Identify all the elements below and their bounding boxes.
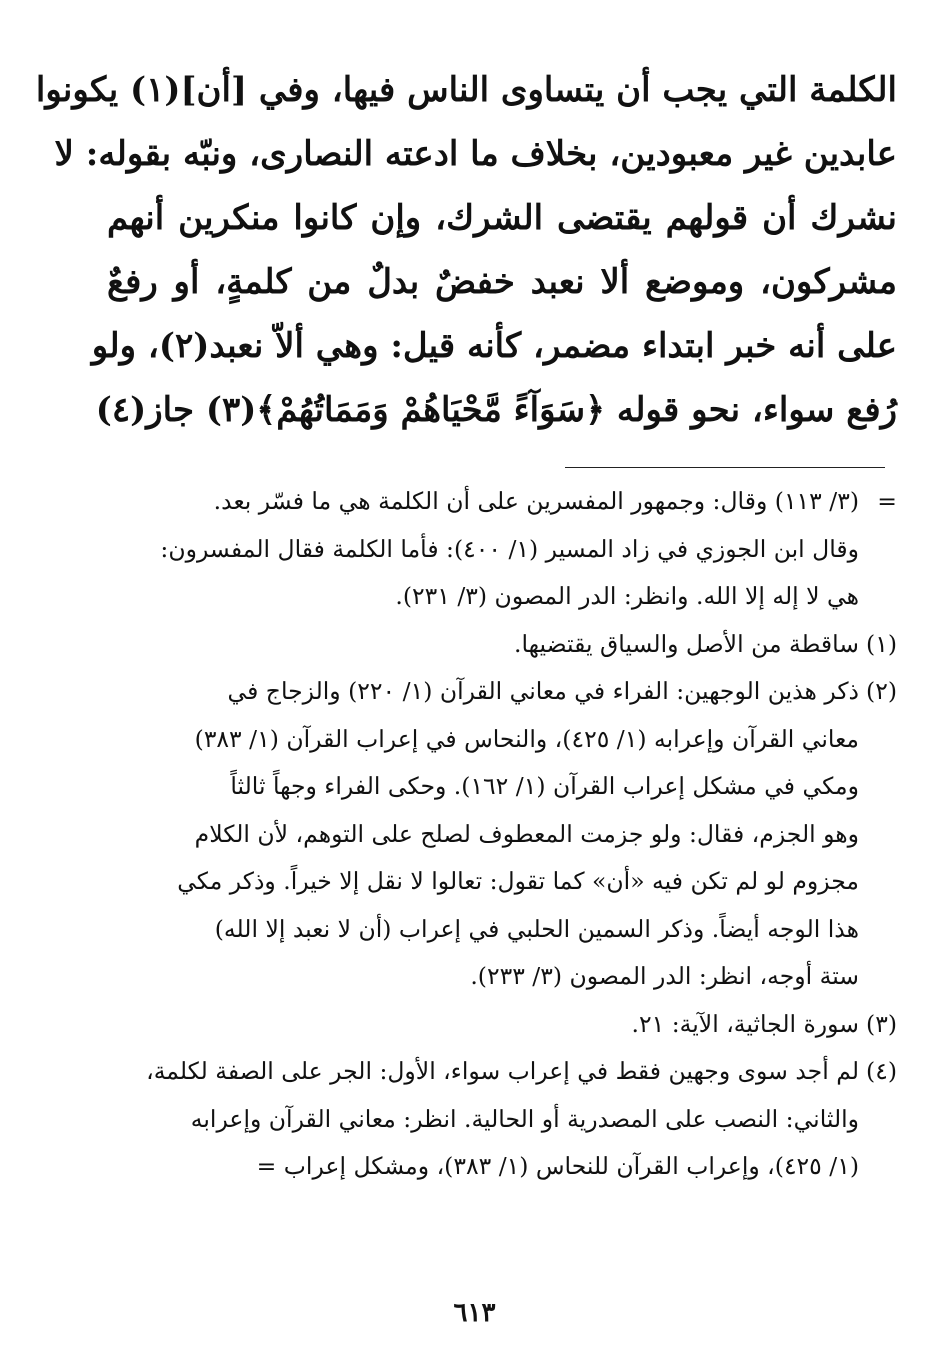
footnote-line: والثاني: النصب على المصدرية أو الحالية. انظر: معاني القرآن وإعرابه (190, 1104, 859, 1133)
main-text-line: على أنه خبر ابتداء مضمر، كأنه قيل: وهي ألاّ نعبد(٢)، ولو (91, 326, 897, 366)
footnote-2 (97, 668, 897, 1001)
main-text-line: مشركون، وموضع ألا نعبد خفضٌ بدلٌ من كلمةٍ، أو رفعٌ (107, 262, 897, 302)
footnote-marker: = (877, 487, 897, 515)
page-number: ٦١٣ (453, 1298, 496, 1328)
footnote-4 (97, 1048, 897, 1191)
footnote-3 (97, 1001, 897, 1049)
footnote-line: ستة أوجه، انظر: الدر المصون (٣/ ٢٣٣). (470, 962, 859, 990)
main-text-line: رُفع سواء، نحو قوله ﴿سَوَآءً مَّحْيَاهُمْ وَمَمَاتُهُمْ﴾(٣) جاز(٤) (95, 390, 897, 430)
footnote-line: (٣/ ١١٣) وقال: وجمهور المفسرين على أن الكلمة هي ما فسّر بعد. (213, 487, 859, 515)
footnote-line: هذا الوجه أيضاً. وذكر السمين الحلبي في إعراب (أن لا نعبد إلا الله) (214, 914, 859, 943)
footnote-marker: (١) (866, 629, 897, 658)
footnote-line: معاني القرآن وإعرابه (١/ ٤٢٥)، والنحاس في إعراب القرآن (١/ ٣٨٣) (194, 724, 859, 753)
main-text-line: نشرك أن قولهم يقتضى الشرك، وإن كانوا منكرين أنهم (107, 198, 897, 238)
footnote-line: (١/ ٤٢٥)، وإعراب القرآن للنحاس (١/ ٣٨٣)، ومشكل إعراب = (256, 1152, 859, 1180)
footnote-line: سورة الجاثية، الآية: ٢١. (631, 1009, 859, 1038)
footnote-line: ذكر هذين الوجهين: الفراء في معاني القرآن (١/ ٢٢٠) والزجاج في (227, 677, 859, 705)
footnotes-block (97, 478, 897, 1191)
footnote-marker: (٢) (866, 677, 897, 705)
footnote-line: ومكي في مشكل إعراب القرآن (١/ ١٦٢). وحكى الفراء وجهاً ثالثاً (230, 772, 859, 800)
footnote-line: مجزوم لو لم تكن فيه «أن» كما تقول: تعالوا لا نقل إلا خيراً. وذكر مكي (177, 867, 859, 895)
footnote-line: لم أجد سوى وجهين فقط في إعراب سواء، الأول: الجر على الصفة لكلمة، (146, 1057, 859, 1085)
footnote-1 (97, 621, 897, 669)
footnote-line: هي لا إله إلا الله. وانظر: الدر المصون (٣/ ٢٣١). (395, 582, 859, 610)
footnote-continuation (97, 478, 897, 621)
main-text-block (35, 58, 897, 442)
footnote-line: وقال ابن الجوزي في زاد المسير (١/ ٤٠٠): فأما الكلمة فقال المفسرون: (160, 534, 859, 563)
footnote-marker: (٤) (866, 1057, 897, 1085)
footnote-line: ساقطة من الأصل والسياق يقتضيها. (514, 629, 859, 658)
footnote-marker: (٣) (866, 1009, 897, 1038)
footnote-line: وهو الجزم، فقال: ولو جزمت المعطوف لصلح على التوهم، لأن الكلام (194, 819, 859, 848)
main-text-line: الكلمة التي يجب أن يتساوى الناس فيها، وفي [أن](١) يكونوا (35, 70, 897, 110)
main-text-line: عابدين غير معبودين، بخلاف ما ادعته النصارى، ونبّه بقوله: لا (54, 134, 897, 174)
footnote-separator-rule (565, 467, 885, 468)
